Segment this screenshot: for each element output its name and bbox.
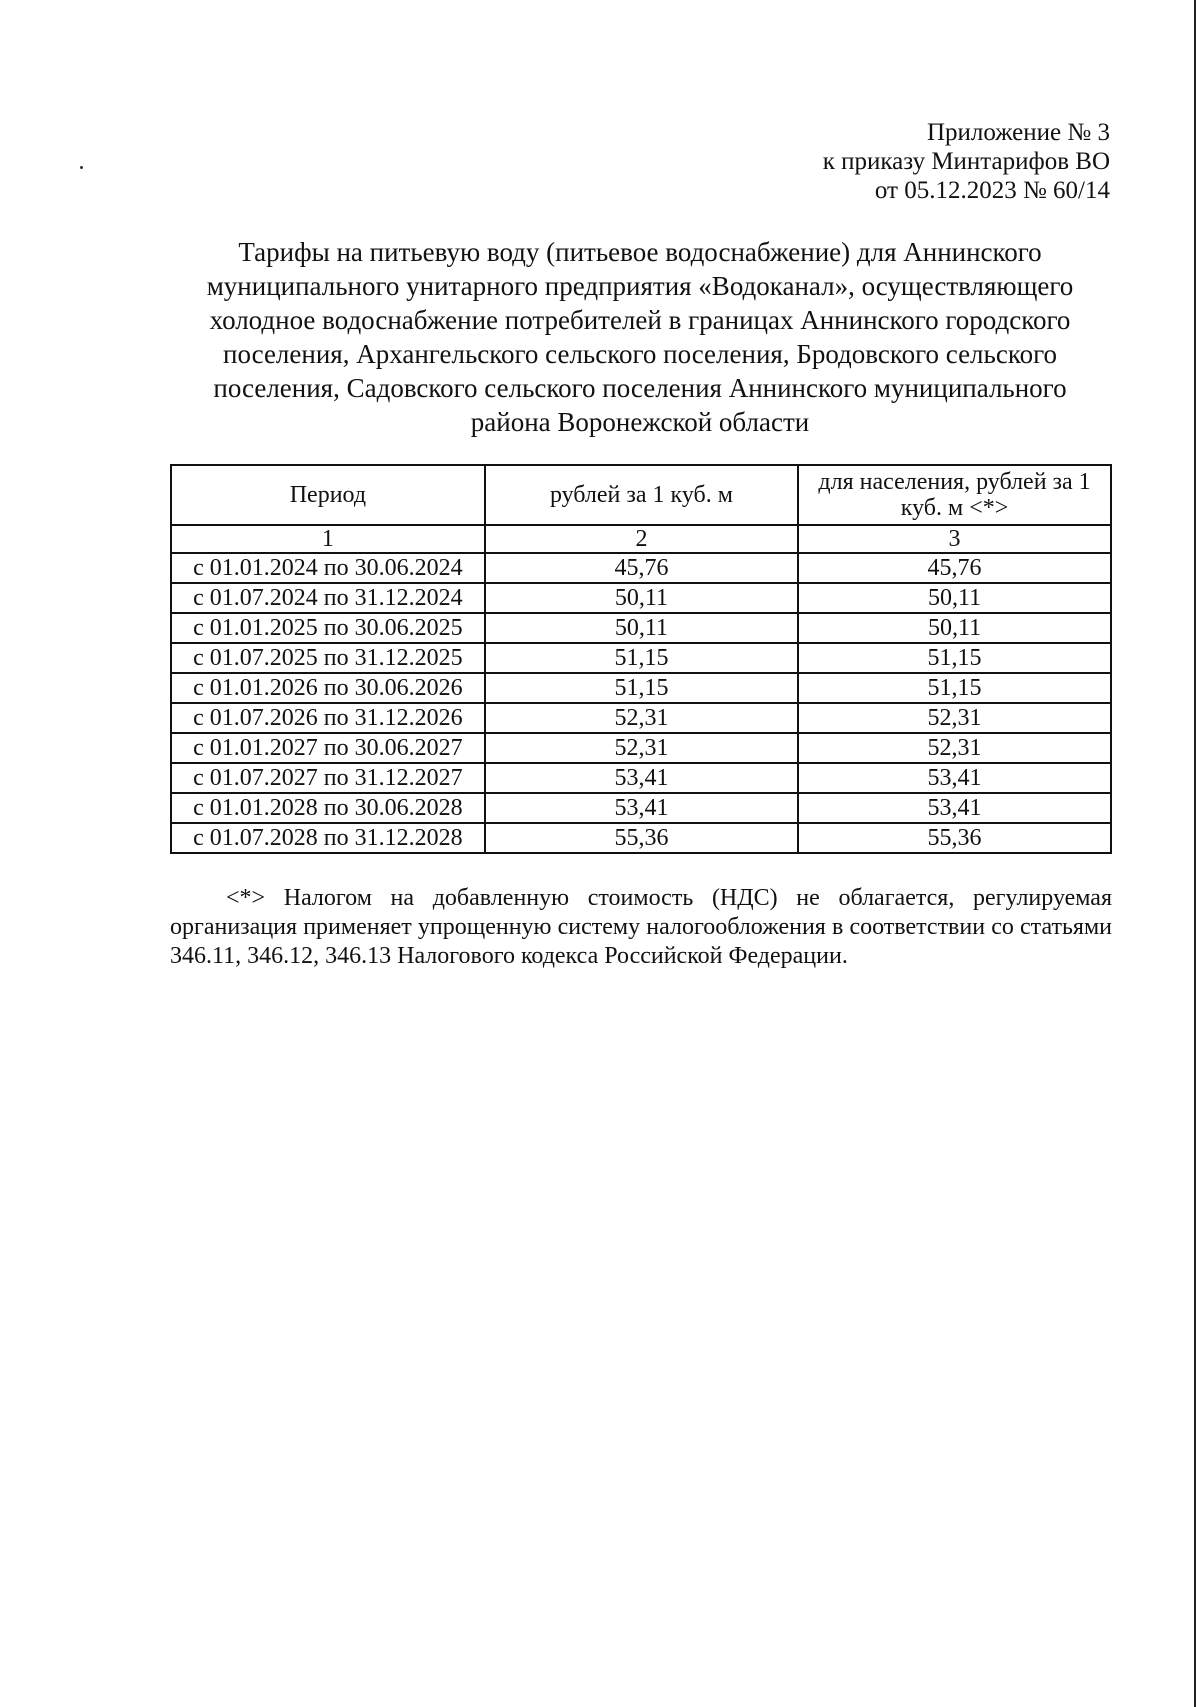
table-row [171, 823, 1111, 853]
period-cell: с 01.01.2027 по 30.06.2027 [171, 733, 485, 763]
period-cell: с 01.01.2026 по 30.06.2026 [171, 673, 485, 703]
column-number-row [171, 525, 1111, 553]
population-tariff-cell: 52,31 [798, 703, 1111, 733]
column-number: 2 [485, 525, 798, 553]
appendix-number: Приложение № 3 [926, 119, 1110, 146]
tariff-cell: 52,31 [485, 733, 798, 763]
period-cell: с 01.01.2025 по 30.06.2025 [171, 613, 485, 643]
population-tariff-cell: 50,11 [798, 613, 1111, 643]
appendix-order-ref: к приказу Минтарифов ВО [822, 148, 1110, 175]
period-cell: с 01.07.2027 по 31.12.2027 [171, 763, 485, 793]
table-row [171, 613, 1111, 643]
period-cell: с 01.07.2024 по 31.12.2024 [171, 583, 485, 613]
population-tariff-cell: 45,76 [798, 553, 1111, 583]
period-cell: с 01.07.2026 по 31.12.2026 [171, 703, 485, 733]
table-row [171, 793, 1111, 823]
tariff-cell: 51,15 [485, 643, 798, 673]
population-tariff-cell: 53,41 [798, 793, 1111, 823]
table-row [171, 763, 1111, 793]
header-period: Период [171, 465, 485, 525]
tariff-cell: 51,15 [485, 673, 798, 703]
period-cell: с 01.01.2024 по 30.06.2024 [171, 553, 485, 583]
column-number: 1 [171, 525, 485, 553]
period-cell: с 01.01.2028 по 30.06.2028 [171, 793, 485, 823]
period-cell: с 01.07.2028 по 31.12.2028 [171, 823, 485, 853]
table-row [171, 673, 1111, 703]
title-line: поселения, Садовского сельского поселения Аннинского муниципального [213, 373, 1067, 403]
appendix-header [710, 118, 1110, 205]
population-tariff-cell: 51,15 [798, 643, 1111, 673]
tariff-table [170, 464, 1112, 854]
scan-speck [80, 166, 83, 169]
table-row [171, 703, 1111, 733]
tariff-cell: 53,41 [485, 763, 798, 793]
scan-edge-line [1194, 0, 1196, 1707]
header-rub-per-m3: рублей за 1 куб. м [485, 465, 798, 525]
tariff-cell: 55,36 [485, 823, 798, 853]
title-line: муниципального унитарного предприятия «Водоканал», осуществляющего [206, 271, 1074, 301]
tariff-cell: 50,11 [485, 613, 798, 643]
table-header-row [171, 465, 1111, 525]
table-row [171, 643, 1111, 673]
title-line: района Воронежской области [470, 407, 810, 437]
period-cell: с 01.07.2025 по 31.12.2025 [171, 643, 485, 673]
population-tariff-cell: 51,15 [798, 673, 1111, 703]
title-line: холодное водоснабжение потребителей в границах Аннинского городского [209, 305, 1071, 335]
appendix-order-date: от 05.12.2023 № 60/14 [874, 177, 1110, 204]
title-line: Тарифы на питьевую воду (питьевое водоснабжение) для Аннинского [238, 237, 1042, 267]
population-tariff-cell: 53,41 [798, 763, 1111, 793]
table-row [171, 583, 1111, 613]
table-row [171, 553, 1111, 583]
population-tariff-cell: 55,36 [798, 823, 1111, 853]
population-tariff-cell: 52,31 [798, 733, 1111, 763]
tariff-cell: 52,31 [485, 703, 798, 733]
title-line: поселения, Архангельского сельского поселения, Бродовского сельского [223, 339, 1057, 369]
table-row [171, 733, 1111, 763]
column-number: 3 [798, 525, 1111, 553]
document-title [168, 235, 1112, 439]
footnote-text: <*> Налогом на добавленную стоимость (НДС) не облагается, регулируемая организация применяет упрощенную систему налогообложения в соответствии со статьями 346.11, 346.12, 346.13 Налогового кодекса Российской Федерации. [170, 885, 1112, 969]
tariff-cell: 50,11 [485, 583, 798, 613]
tariff-cell: 53,41 [485, 793, 798, 823]
tariff-cell: 45,76 [485, 553, 798, 583]
footnote [170, 884, 1112, 971]
population-tariff-cell: 50,11 [798, 583, 1111, 613]
header-population-rub-per-m3: для населения, рублей за 1 куб. м <*> [798, 465, 1111, 525]
